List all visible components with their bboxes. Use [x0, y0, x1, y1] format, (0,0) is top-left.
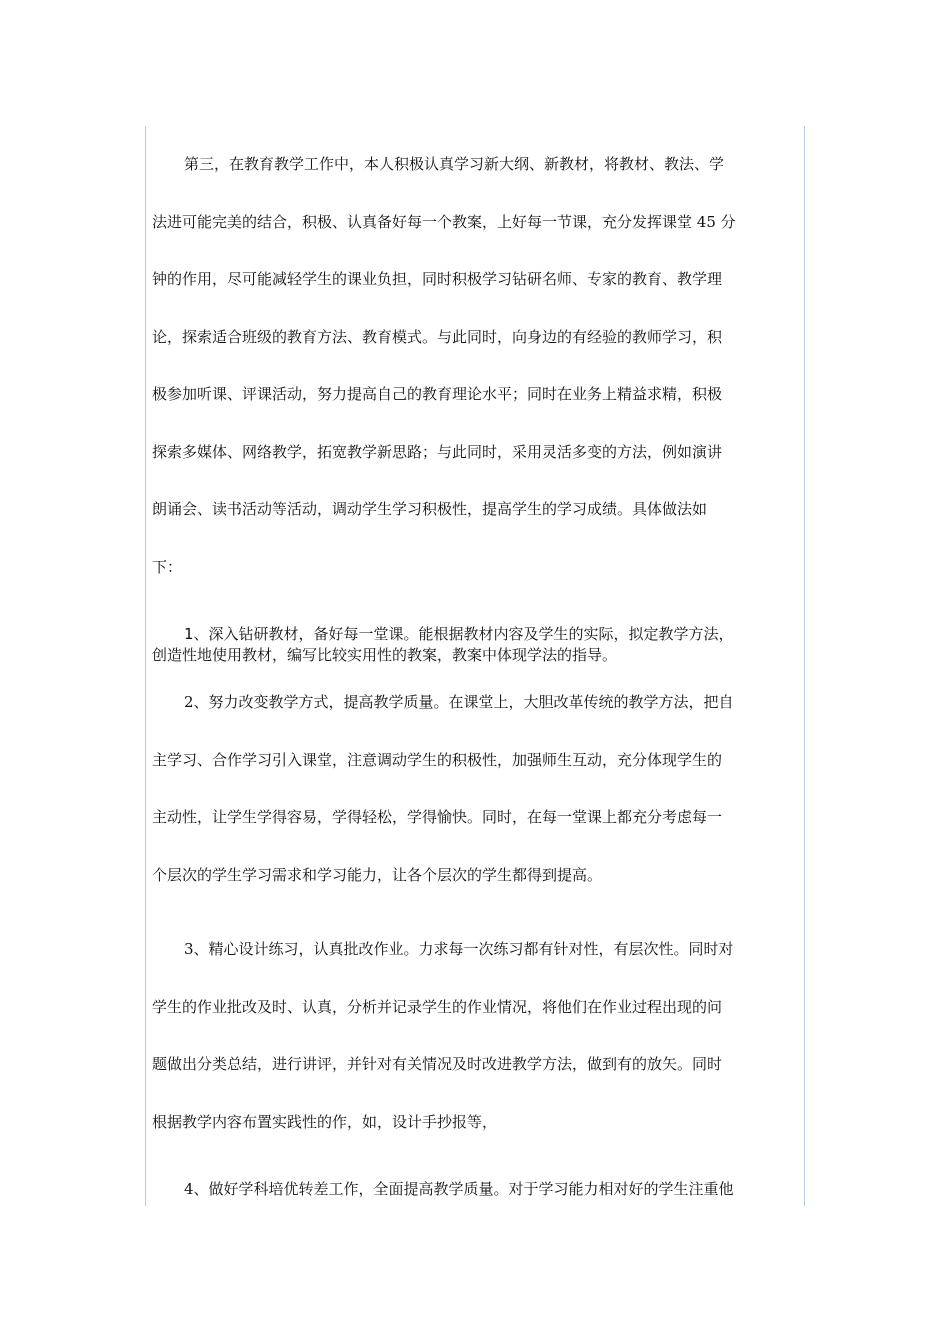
- text-line: 主动性，让学生学得容易，学得轻松，学得愉快。同时，在每一堂课上都充分考虑每一: [152, 808, 723, 826]
- paragraph-item-1: [152, 624, 798, 666]
- text-line: 学生的作业批改及时、认真，分析并记录学生的作业情况，将他们在作业过程出现的问: [152, 997, 723, 1016]
- text-line: 4、做好学科培优转差工作，全面提高教学质量。对于学习能力相对好的学生注重他: [184, 1180, 734, 1198]
- text-line: 朗诵会、读书活动等活动，调动学生学习积极性，提高学生的学习成绩。具体做法如: [152, 500, 708, 518]
- text-line: 1、深入钻研教材，备好每一堂课。能根据教材内容及学生的实际，拟定教学方法，: [184, 625, 734, 643]
- text-line: 探索多媒体、网络教学，拓宽教学新思路；与此同时，采用灵活多变的方法，例如演讲: [152, 442, 723, 461]
- text-line: 题做出分类总结，进行讲评，并针对有关情况及时改进教学方法，做到有的放矢。同时: [152, 1055, 723, 1073]
- text-line: 论，探索适合班级的教育方法、教育模式。与此同时，向身边的有经验的教师学习，积: [152, 327, 723, 346]
- text-line: 法进可能完美的结合，积极、认真备好每一个教案，上好每一节课，充分发挥课堂 45 分: [152, 212, 736, 231]
- text-line: 第三，在教育教学工作中，本人积极认真学习新大纲、新教材，将教材、教法、学: [184, 155, 725, 173]
- text-line: 个层次的学生学习需求和学习能力，让各个层次的学生都得到提高。: [152, 865, 603, 884]
- page-border-left: [145, 126, 146, 1206]
- paragraph-item-3: [152, 939, 798, 1169]
- paragraph-teaching-work: [152, 154, 798, 614]
- text-line: 创造性地使用教材，编写比较实用性的教案，教案中体现学法的指导。: [152, 646, 618, 664]
- text-line: 主学习、合作学习引入课堂，注意调动学生的积极性，加强师生互动，充分体现学生的: [152, 750, 723, 769]
- text-line: 根据教学内容布置实践性的作，如，设计手抄报等，: [152, 1112, 498, 1131]
- text-line: 2、努力改变教学方式，提高教学质量。在课堂上，大胆改革传统的教学方法，把自: [184, 693, 734, 711]
- text-line: 3、精心设计练习，认真批改作业。力求每一次练习都有针对性，有层次性。同时对: [184, 940, 734, 958]
- page-border-right: [804, 126, 805, 1206]
- paragraph-item-2: [152, 692, 798, 922]
- paragraph-item-4: [152, 1179, 798, 1237]
- text-line: 钟的作用，尽可能减轻学生的课业负担，同时积极学习钻研名师、专家的教育、教学理: [152, 270, 723, 288]
- text-line: 下：: [152, 557, 183, 576]
- text-line: 极参加听课、评课活动，努力提高自己的教育理论水平；同时在业务上精益求精，积极: [152, 385, 723, 403]
